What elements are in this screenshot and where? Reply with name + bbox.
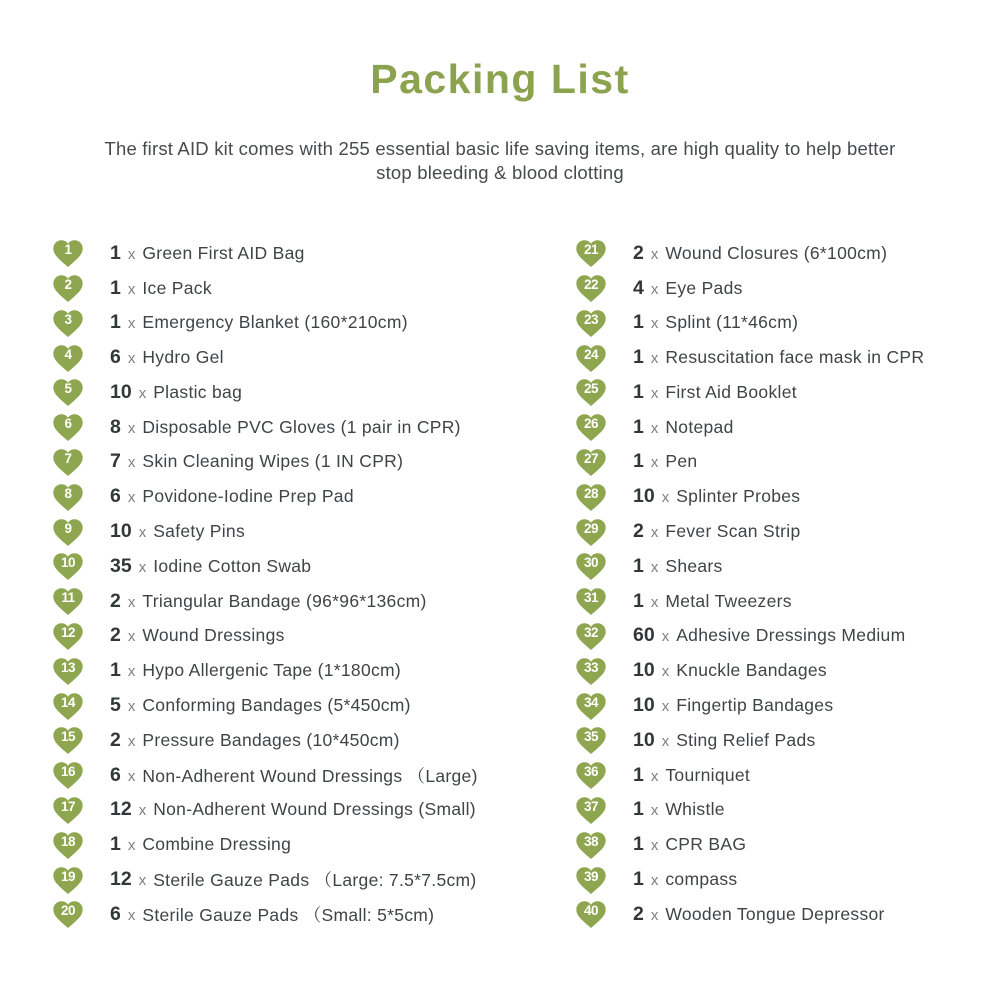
list-item	[575, 862, 970, 897]
heart-number-badge	[575, 586, 607, 616]
quantity-separator: x	[661, 663, 670, 681]
heart-number-badge	[575, 308, 607, 338]
item-number: 12	[60, 624, 76, 640]
heart-number-badge	[575, 760, 607, 790]
list-item	[52, 236, 575, 271]
heart-number-badge	[52, 691, 84, 721]
packing-list	[0, 236, 1000, 932]
item-name: Resuscitation face mask in CPR	[665, 347, 925, 368]
list-item	[575, 375, 970, 410]
list-item	[575, 793, 970, 828]
list-item	[52, 410, 575, 445]
item-quantity: 1	[633, 554, 644, 577]
heart-number-badge	[575, 691, 607, 721]
heart-number-badge	[575, 273, 607, 303]
heart-number-badge	[52, 830, 84, 860]
quantity-separator: x	[650, 558, 659, 576]
heart-number-badge	[52, 377, 84, 407]
item-quantity: 1	[633, 833, 644, 856]
item-number: 31	[583, 590, 599, 606]
quantity-separator: x	[127, 767, 136, 785]
item-number: 10	[60, 555, 76, 571]
list-item	[575, 549, 970, 584]
heart-number-badge	[52, 760, 84, 790]
list-item	[575, 897, 970, 932]
heart-number-badge	[52, 412, 84, 442]
heart-number-badge	[52, 308, 84, 338]
heart-number-badge	[575, 482, 607, 512]
quantity-separator: x	[661, 732, 670, 750]
item-quantity: 1	[110, 276, 121, 299]
right-column	[575, 236, 970, 932]
list-item	[575, 758, 970, 793]
heart-number-badge	[575, 899, 607, 929]
heart-number-badge	[575, 551, 607, 581]
quantity-separator: x	[650, 906, 659, 924]
item-name: Sterile Gauze Pads （Large: 7.5*7.5cm)	[153, 870, 477, 891]
item-quantity: 2	[633, 241, 644, 264]
list-item	[575, 305, 970, 340]
list-item	[52, 897, 575, 932]
item-number: 19	[60, 868, 76, 884]
quantity-separator: x	[650, 245, 659, 263]
heart-number-badge	[52, 517, 84, 547]
item-number: 14	[60, 694, 76, 710]
list-item	[52, 827, 575, 862]
item-number: 33	[583, 659, 599, 675]
heart-number-badge	[52, 865, 84, 895]
list-item	[52, 688, 575, 723]
heart-number-badge	[575, 343, 607, 373]
item-number: 18	[60, 833, 76, 849]
list-item	[52, 723, 575, 758]
item-name: Tourniquet	[665, 764, 751, 785]
item-quantity: 10	[110, 520, 132, 543]
item-number: 2	[64, 277, 72, 292]
list-item	[575, 479, 970, 514]
item-number: 16	[60, 764, 76, 780]
quantity-separator: x	[127, 593, 136, 611]
item-name: Sterile Gauze Pads （Small: 5*5cm)	[142, 904, 435, 925]
item-number: 4	[64, 346, 72, 362]
item-name: Splint (11*46cm)	[665, 312, 799, 333]
heart-number-badge	[575, 377, 607, 407]
heart-number-badge	[575, 830, 607, 860]
heart-number-badge	[52, 725, 84, 755]
list-item	[52, 584, 575, 619]
item-quantity: 12	[110, 868, 132, 891]
item-quantity: 1	[110, 833, 121, 856]
quantity-separator: x	[650, 593, 659, 611]
heart-number-badge	[52, 447, 84, 477]
item-number: 3	[64, 311, 72, 327]
heart-number-badge	[575, 517, 607, 547]
quantity-separator: x	[661, 628, 670, 646]
heart-number-badge	[575, 865, 607, 895]
quantity-separator: x	[138, 872, 147, 890]
item-name: Wound Dressings	[142, 625, 285, 646]
quantity-separator: x	[650, 837, 659, 855]
item-number: 9	[64, 520, 72, 536]
quantity-separator: x	[127, 350, 136, 368]
item-name: Splinter Probes	[676, 486, 801, 507]
quantity-separator: x	[650, 315, 659, 333]
item-name: Notepad	[665, 416, 734, 437]
quantity-separator: x	[650, 802, 659, 820]
item-number: 17	[60, 798, 76, 814]
item-quantity: 2	[110, 589, 121, 612]
item-quantity: 1	[633, 589, 644, 612]
item-name: Iodine Cotton Swab	[153, 555, 312, 576]
list-item	[52, 445, 575, 480]
item-quantity: 1	[633, 346, 644, 369]
quantity-separator: x	[661, 489, 670, 507]
item-quantity: 60	[633, 624, 655, 647]
item-number: 32	[583, 624, 599, 640]
quantity-separator: x	[650, 350, 659, 368]
page-subtitle: The first AID kit comes with 255 essential basic life saving items, are high quality to help better stop bleeding & blood clotting	[104, 138, 896, 184]
item-number: 13	[60, 659, 76, 675]
list-item	[52, 619, 575, 654]
quantity-separator: x	[661, 698, 670, 716]
item-number: 7	[64, 450, 72, 466]
item-name: Povidone-Iodine Prep Pad	[142, 486, 354, 507]
item-number: 1	[64, 242, 72, 258]
item-name: Fingertip Bandages	[676, 695, 834, 716]
list-item	[52, 549, 575, 584]
item-name: Sting Relief Pads	[676, 729, 816, 750]
list-item	[575, 340, 970, 375]
list-item	[575, 514, 970, 549]
item-quantity: 10	[633, 694, 655, 717]
left-column	[52, 236, 575, 932]
quantity-separator: x	[138, 384, 147, 402]
quantity-separator: x	[138, 802, 147, 820]
heart-number-badge	[575, 238, 607, 268]
list-item	[52, 653, 575, 688]
list-item	[52, 340, 575, 375]
item-number: 26	[583, 416, 599, 432]
item-quantity: 1	[633, 380, 644, 403]
list-item	[52, 862, 575, 897]
item-quantity: 1	[633, 868, 644, 891]
list-item	[575, 653, 970, 688]
item-quantity: 6	[110, 346, 121, 369]
quantity-separator: x	[650, 524, 659, 542]
list-item	[575, 584, 970, 619]
item-name: Non-Adherent Wound Dressings (Small)	[153, 799, 476, 820]
item-number: 27	[583, 450, 599, 466]
heart-number-badge	[52, 795, 84, 825]
item-name: Green First AID Bag	[142, 242, 305, 263]
heart-number-badge	[575, 447, 607, 477]
heart-number-badge	[52, 482, 84, 512]
quantity-separator: x	[127, 663, 136, 681]
quantity-separator: x	[127, 837, 136, 855]
list-item	[575, 271, 970, 306]
item-number: 20	[60, 903, 76, 919]
item-number: 35	[583, 729, 599, 745]
item-name: Knuckle Bandages	[676, 660, 827, 681]
item-number: 36	[583, 764, 599, 780]
heart-number-badge	[52, 899, 84, 929]
item-name: compass	[665, 869, 738, 890]
item-quantity: 12	[110, 798, 132, 821]
item-quantity: 1	[110, 241, 121, 264]
quantity-separator: x	[650, 280, 659, 298]
item-quantity: 10	[633, 659, 655, 682]
quantity-separator: x	[127, 454, 136, 472]
item-quantity: 5	[110, 694, 121, 717]
item-name: Non-Adherent Wound Dressings （Large)	[142, 765, 478, 786]
item-quantity: 1	[633, 763, 644, 786]
heart-number-badge	[575, 725, 607, 755]
heart-number-badge	[52, 551, 84, 581]
list-item	[52, 271, 575, 306]
quantity-separator: x	[650, 419, 659, 437]
heart-number-badge	[575, 656, 607, 686]
list-item	[575, 827, 970, 862]
item-quantity: 2	[633, 902, 644, 925]
item-name: Hypo Allergenic Tape (1*180cm)	[142, 660, 402, 681]
heart-number-badge	[52, 621, 84, 651]
item-quantity: 1	[633, 311, 644, 334]
item-quantity: 10	[110, 380, 132, 403]
item-name: Wooden Tongue Depressor	[665, 903, 885, 924]
item-number: 8	[64, 485, 72, 501]
item-number: 24	[583, 346, 599, 362]
item-name: First Aid Booklet	[665, 381, 797, 402]
list-item	[575, 236, 970, 271]
list-item	[575, 723, 970, 758]
item-number: 29	[583, 520, 599, 536]
item-number: 25	[583, 381, 599, 397]
item-name: Metal Tweezers	[665, 590, 792, 611]
item-number: 5	[64, 381, 72, 397]
item-name: Skin Cleaning Wipes (1 IN CPR)	[142, 451, 404, 472]
item-quantity: 1	[110, 659, 121, 682]
item-quantity: 6	[110, 763, 121, 786]
heart-number-badge	[52, 656, 84, 686]
item-name: Eye Pads	[665, 277, 743, 298]
item-number: 34	[583, 694, 599, 710]
item-name: Combine Dressing	[142, 834, 292, 855]
item-number: 28	[583, 485, 599, 501]
item-number: 23	[583, 311, 599, 327]
heart-number-badge	[52, 273, 84, 303]
item-name: Ice Pack	[142, 277, 212, 298]
packing-list-page	[0, 56, 1000, 1000]
item-name: Emergency Blanket (160*210cm)	[142, 312, 408, 333]
list-item	[52, 793, 575, 828]
item-quantity: 8	[110, 415, 121, 438]
item-quantity: 2	[110, 728, 121, 751]
heart-number-badge	[575, 412, 607, 442]
item-name: Plastic bag	[153, 381, 243, 402]
item-quantity: 10	[633, 728, 655, 751]
item-name: CPR BAG	[665, 834, 747, 855]
list-item	[52, 305, 575, 340]
item-name: Shears	[665, 555, 723, 576]
item-name: Conforming Bandages (5*450cm)	[142, 695, 411, 716]
heart-number-badge	[575, 621, 607, 651]
item-quantity: 1	[633, 450, 644, 473]
list-item	[575, 688, 970, 723]
item-quantity: 1	[110, 311, 121, 334]
item-name: Hydro Gel	[142, 347, 224, 368]
quantity-separator: x	[650, 384, 659, 402]
item-name: Adhesive Dressings Medium	[676, 625, 906, 646]
heart-number-badge	[52, 586, 84, 616]
item-name: Pen	[665, 451, 698, 472]
item-number: 37	[583, 798, 599, 814]
heart-number-badge	[52, 343, 84, 373]
quantity-separator: x	[127, 315, 136, 333]
quantity-separator: x	[138, 558, 147, 576]
item-number: 39	[583, 868, 599, 884]
item-number: 22	[583, 277, 599, 292]
item-name: Pressure Bandages (10*450cm)	[142, 729, 400, 750]
item-quantity: 7	[110, 450, 121, 473]
item-number: 21	[583, 242, 599, 258]
item-name: Triangular Bandage (96*96*136cm)	[142, 590, 427, 611]
item-quantity: 10	[633, 485, 655, 508]
item-number: 6	[64, 416, 72, 432]
item-quantity: 2	[110, 624, 121, 647]
quantity-separator: x	[650, 454, 659, 472]
item-name: Fever Scan Strip	[665, 521, 801, 542]
item-quantity: 1	[633, 798, 644, 821]
item-name: Wound Closures (6*100cm)	[665, 242, 888, 263]
item-number: 40	[583, 903, 599, 919]
quantity-separator: x	[650, 767, 659, 785]
item-number: 11	[61, 590, 75, 606]
item-quantity: 6	[110, 485, 121, 508]
quantity-separator: x	[127, 906, 136, 924]
page-title: Packing List	[370, 56, 630, 102]
item-quantity: 2	[633, 520, 644, 543]
item-quantity: 35	[110, 554, 132, 577]
quantity-separator: x	[127, 732, 136, 750]
list-item	[52, 375, 575, 410]
item-number: 38	[583, 833, 599, 849]
item-number: 15	[60, 729, 76, 745]
item-name: Disposable PVC Gloves (1 pair in CPR)	[142, 416, 461, 437]
item-quantity: 6	[110, 902, 121, 925]
quantity-separator: x	[138, 524, 147, 542]
quantity-separator: x	[127, 419, 136, 437]
item-name: Safety Pins	[153, 521, 246, 542]
quantity-separator: x	[127, 280, 136, 298]
quantity-separator: x	[127, 698, 136, 716]
quantity-separator: x	[127, 245, 136, 263]
item-quantity: 1	[633, 415, 644, 438]
heart-number-badge	[575, 795, 607, 825]
list-item	[575, 619, 970, 654]
list-item	[575, 410, 970, 445]
item-quantity: 4	[633, 276, 644, 299]
item-number: 30	[583, 555, 599, 571]
list-item	[52, 479, 575, 514]
heart-number-badge	[52, 238, 84, 268]
list-item	[52, 758, 575, 793]
list-item	[52, 514, 575, 549]
item-name: Whistle	[665, 799, 725, 820]
quantity-separator: x	[127, 628, 136, 646]
quantity-separator: x	[127, 489, 136, 507]
list-item	[575, 445, 970, 480]
quantity-separator: x	[650, 872, 659, 890]
